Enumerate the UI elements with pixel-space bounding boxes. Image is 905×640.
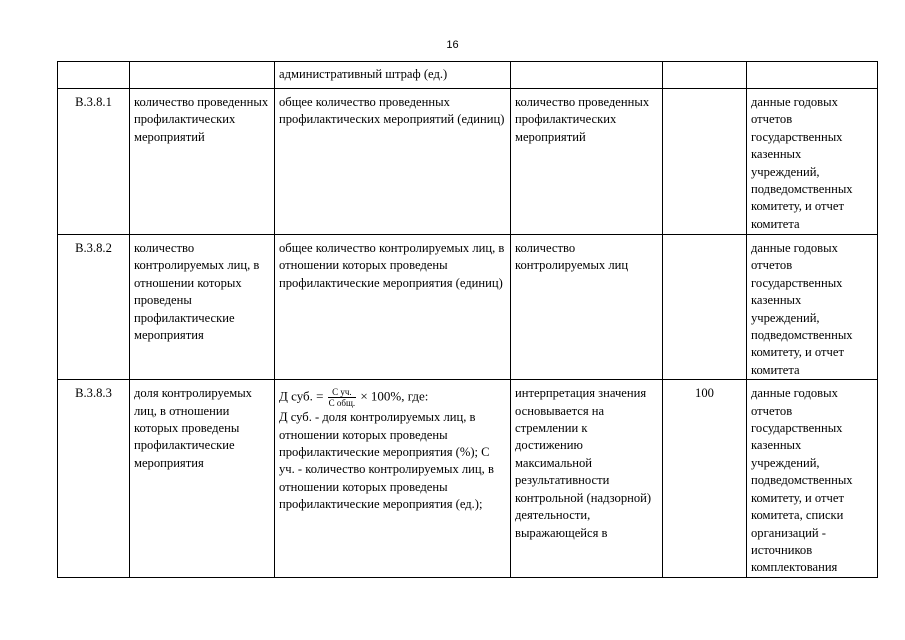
formula-denominator: С общ. [328, 398, 356, 409]
formula-lhs: Д суб. = [279, 388, 324, 404]
data-source-cell: данные годовых отчетов государственных казенных учреждений, подведомственных комитету, и отчет комитета [747, 235, 878, 380]
table-row [58, 89, 878, 235]
share-formula [279, 387, 506, 408]
calculation-method-cell: общее количество проведенных профилактических мероприятий (единиц) [275, 89, 511, 235]
target-value-cell [663, 89, 747, 235]
indicator-name-cell: доля контролируемых лиц, в отношении которых проведены профилактические мероприятия [130, 380, 275, 578]
calculation-method-cell: административный штраф (ед.) [275, 62, 511, 89]
calculation-method-cell [275, 380, 511, 578]
data-source-cell [747, 62, 878, 89]
formula-numerator: С уч. [328, 387, 357, 398]
indicator-name-cell [130, 62, 275, 89]
formula-explanation: Д суб. - доля контролируемых лиц, в отношении которых проведены профилактические мероприятия (%); С уч. - количество контролируемых лиц, в отношении которых проведены профилактические мероприятия (ед.); [279, 410, 494, 512]
target-value-cell [663, 235, 747, 380]
interpretation-cell: количество проведенных профилактических мероприятий [511, 89, 663, 235]
indicators-table [57, 61, 878, 578]
indicator-code-cell: В.3.8.2 [58, 235, 130, 380]
interpretation-cell: количество контролируемых лиц [511, 235, 663, 380]
calculation-method-cell: общее количество контролируемых лиц, в отношении которых проведены профилактические мероприятия (единиц) [275, 235, 511, 380]
table-row [58, 62, 878, 89]
indicator-name-cell: количество контролируемых лиц, в отношении которых проведены профилактические мероприятия [130, 235, 275, 380]
indicator-code-cell: В.3.8.1 [58, 89, 130, 235]
target-value-cell: 100 [663, 380, 747, 578]
formula-rhs: × 100%, где: [360, 388, 429, 404]
interpretation-cell [511, 62, 663, 89]
indicator-code-cell: В.3.8.3 [58, 380, 130, 578]
indicator-code-cell [58, 62, 130, 89]
target-value-cell [663, 62, 747, 89]
data-source-cell: данные годовых отчетов государственных казенных учреждений, подведомственных комитету, и отчет комитета [747, 89, 878, 235]
data-source-cell: данные годовых отчетов государственных казенных учреждений, подведомственных комитету, и отчет комитета, списки организаций - источников комплектования [747, 380, 878, 578]
table-row [58, 380, 878, 578]
interpretation-cell: интерпретация значения основывается на стремлении к достижению максимальной результативности контрольной (надзорной) деятельности, выражающейся в [511, 380, 663, 578]
formula-fraction [328, 387, 357, 408]
page-number: 16 [446, 39, 459, 51]
table-row [58, 235, 878, 380]
indicator-name-cell: количество проведенных профилактических мероприятий [130, 89, 275, 235]
